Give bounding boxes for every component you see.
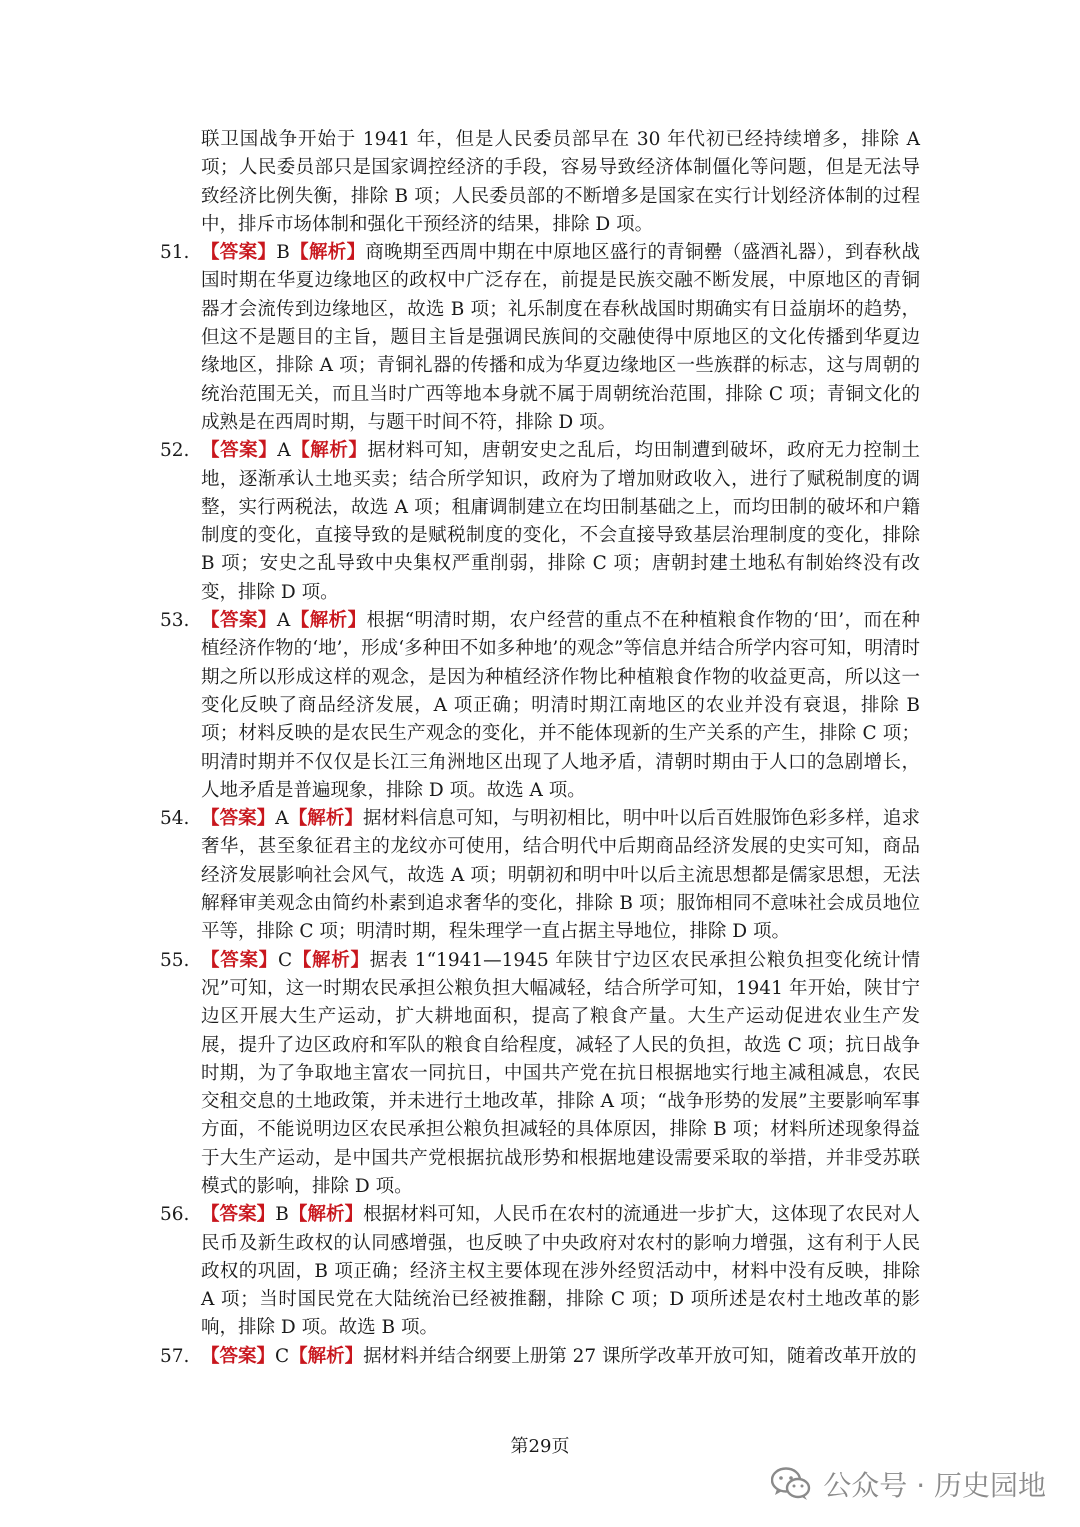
answer-tag: 【答案】 [201, 949, 278, 971]
answer-item [160, 805, 920, 946]
answer-tag: 【答案】 [201, 242, 277, 264]
answer-item [160, 607, 920, 805]
analysis-tag: 【解析】 [290, 610, 367, 632]
answer-tag: 【答案】 [201, 808, 276, 830]
analysis-text: 据材料信息可知，与明初相比，明中叶以后百姓服饰色彩多样，追求奢华，甚至象征君主的龙纹亦可使用，结合明代中后期商品经济发展的史实可知，商品经济发展影响社会风气，故选 A 项；明朝初和明中叶以后主流思想都是儒家思想，无法解释审美观念由简约朴素到追求奢华的变化，排除 B 项；服饰相同不意味社会成员地位平等，排除 C 项；明清时期，程朱理学一直占据主导地位，排除 D 项。 [201, 808, 920, 943]
analysis-text: 根据“明清时期，农户经营的重点不在种植粮食作物的‘田’，而在种植经济作物的‘地’，形成‘多种田不如多种地’的观念”等信息并结合所学内容可知，明清时期之所以形成这样的观念，是因为种植经济作物比种植粮食作物的收益更高，所以这一变化反映了商品经济发展，A 项正确；明清时期江南地区的农业并没有衰退，排除 B 项；材料反映的是农民生产观念的变化，并不能体现新的生产关系的产生，排除 C 项；明清时期并不仅仅是长江三角洲地区出现了人地矛盾，清朝时期由于人口的急剧增长，人地矛盾是普遍现象，排除 D 项。故选 A 项。 [201, 610, 920, 801]
answer-explanations [160, 126, 920, 1371]
analysis-text: 商晚期至西周中期在中原地区盛行的青铜罍（盛酒礼器），到春秋战国时期在华夏边缘地区的政权中广泛存在，前提是民族交融不断发展，中原地区的青铜器才会流传到边缘地区，故选 B 项；礼乐制度在春秋战国时期确实有日益崩坏的趋势，但这不是题目的主旨，题目主旨是强调民族间的交融使得中原地区的文化传播到华夏边缘地区，排除 A 项；青铜礼器的传播和成为华夏边缘地区一些族群的标志，这与周朝的统治范围无关，而且当时广西等地本身就不属于周朝统治范围，排除 C 项；青铜文化的成熟是在西周时期，与题干时间不符，排除 D 项。 [201, 242, 920, 433]
answer-list [160, 239, 920, 1371]
page-number: 第29页 [510, 1436, 570, 1457]
intro-paragraph: 联卫国战争开始于 1941 年，但是人民委员部早在 30 年代初已经持续增多，排除 A 项；人民委员部只是国家调控经济的手段，容易导致经济体制僵化等问题，但是无法导致经济比例失衡，排除 B 项；人民委员部的不断增多是国家在实行计划经济体制的过程中，排斥市场体制和强化干预经济的结果，排除 D 项。 [201, 129, 920, 235]
analysis-tag: 【解析】 [289, 1345, 364, 1367]
answer-letter: A [276, 610, 291, 632]
watermark [771, 1462, 1046, 1506]
analysis-text: 据材料可知，唐朝安史之乱后，均田制遭到破坏，政府无力控制土地，逐渐承认土地买卖；结合所学知识，政府为了增加财政收入，进行了赋税制度的调整，实行两税法，故选 A 项；租庸调制建立在均田制基础之上，而均田制的破坏和户籍制度的变化，直接导致的是赋税制度的变化，不会直接导致基层治理制度的变化，排除 B 项；安史之乱导致中央集权严重削弱，排除 C 项；唐朝封建土地私有制始终没有改变，排除 D 项。 [201, 440, 920, 603]
watermark-text: 公众号 · 历史园地 [823, 1469, 1046, 1502]
analysis-text: 据材料并结合纲要上册第 27 课所学改革开放可知，随着改革开放的 [363, 1345, 917, 1367]
answer-item [160, 239, 920, 437]
answer-letter: A [275, 808, 289, 830]
analysis-text: 根据材料可知，人民币在农村的流通进一步扩大，这体现了农民对人民币及新生政权的认同感增强，也反映了中央政府对农村的影响力增强，这有利于人民政权的巩固，B 项正确；经济主权主要体现在涉外经贸活动中，材料中没有反映，排除 A 项；当时国民党在大陆统治已经被推翻，排除 C 项；D 项所述是农村土地改革的影响，排除 D 项。故选 B 项。 [201, 1204, 920, 1339]
item-number: 57. [160, 1345, 190, 1367]
item-number: 53. [160, 610, 190, 632]
answer-tag: 【答案】 [201, 440, 278, 462]
analysis-tag: 【解析】 [288, 808, 363, 830]
answer-item [160, 947, 920, 1202]
answer-letter: A [277, 440, 291, 462]
answer-item [160, 437, 920, 607]
answer-tag: 【答案】 [201, 610, 277, 632]
analysis-text: 据表 1“1941—1945 年陕甘宁边区农民承担公粮负担变化统计情况”可知，这一时期农民承担公粮负担大幅减轻，结合所学可知，1941 年开始，陕甘宁边区开展大生产运动，扩大耕地面积，提高了粮食产量。大生产运动促进农业生产发展，提升了边区政府和军队的粮食自给程度，减轻了人民的负担，故选 C 项；抗日战争时期，为了争取地主富农一同抗日，中国共产党在抗日根据地实行地主减租减息，农民交租交息的土地政策，并未进行土地改革，排除 A 项；“战争形势的发展”主要影响军事方面，不能说明边区农民承担公粮负担减轻的具体原因，排除 B 项；材料所述现象得益于大生产运动，是中国共产党根据抗战形势和根据地建设需要采取的举措，并非受苏联模式的影响，排除 D 项。 [201, 949, 920, 1197]
item-number: 56. [160, 1204, 190, 1226]
answer-item [160, 1201, 920, 1342]
item-number: 52. [160, 440, 190, 462]
answer-letter: B [276, 242, 290, 264]
analysis-tag: 【解析】 [289, 242, 366, 264]
answer-item [160, 1343, 920, 1371]
analysis-tag: 【解析】 [292, 949, 370, 971]
answer-letter: B [275, 1204, 289, 1226]
item-number: 55. [160, 949, 190, 971]
answer-letter: C [277, 949, 293, 971]
analysis-tag: 【解析】 [290, 440, 368, 462]
wechat-icon [771, 1467, 811, 1501]
item-number: 54. [160, 808, 190, 830]
answer-tag: 【答案】 [201, 1345, 276, 1367]
answer-letter: C [275, 1345, 290, 1367]
analysis-tag: 【解析】 [288, 1204, 364, 1226]
answer-tag: 【答案】 [201, 1204, 276, 1226]
item-number: 51. [160, 242, 190, 264]
